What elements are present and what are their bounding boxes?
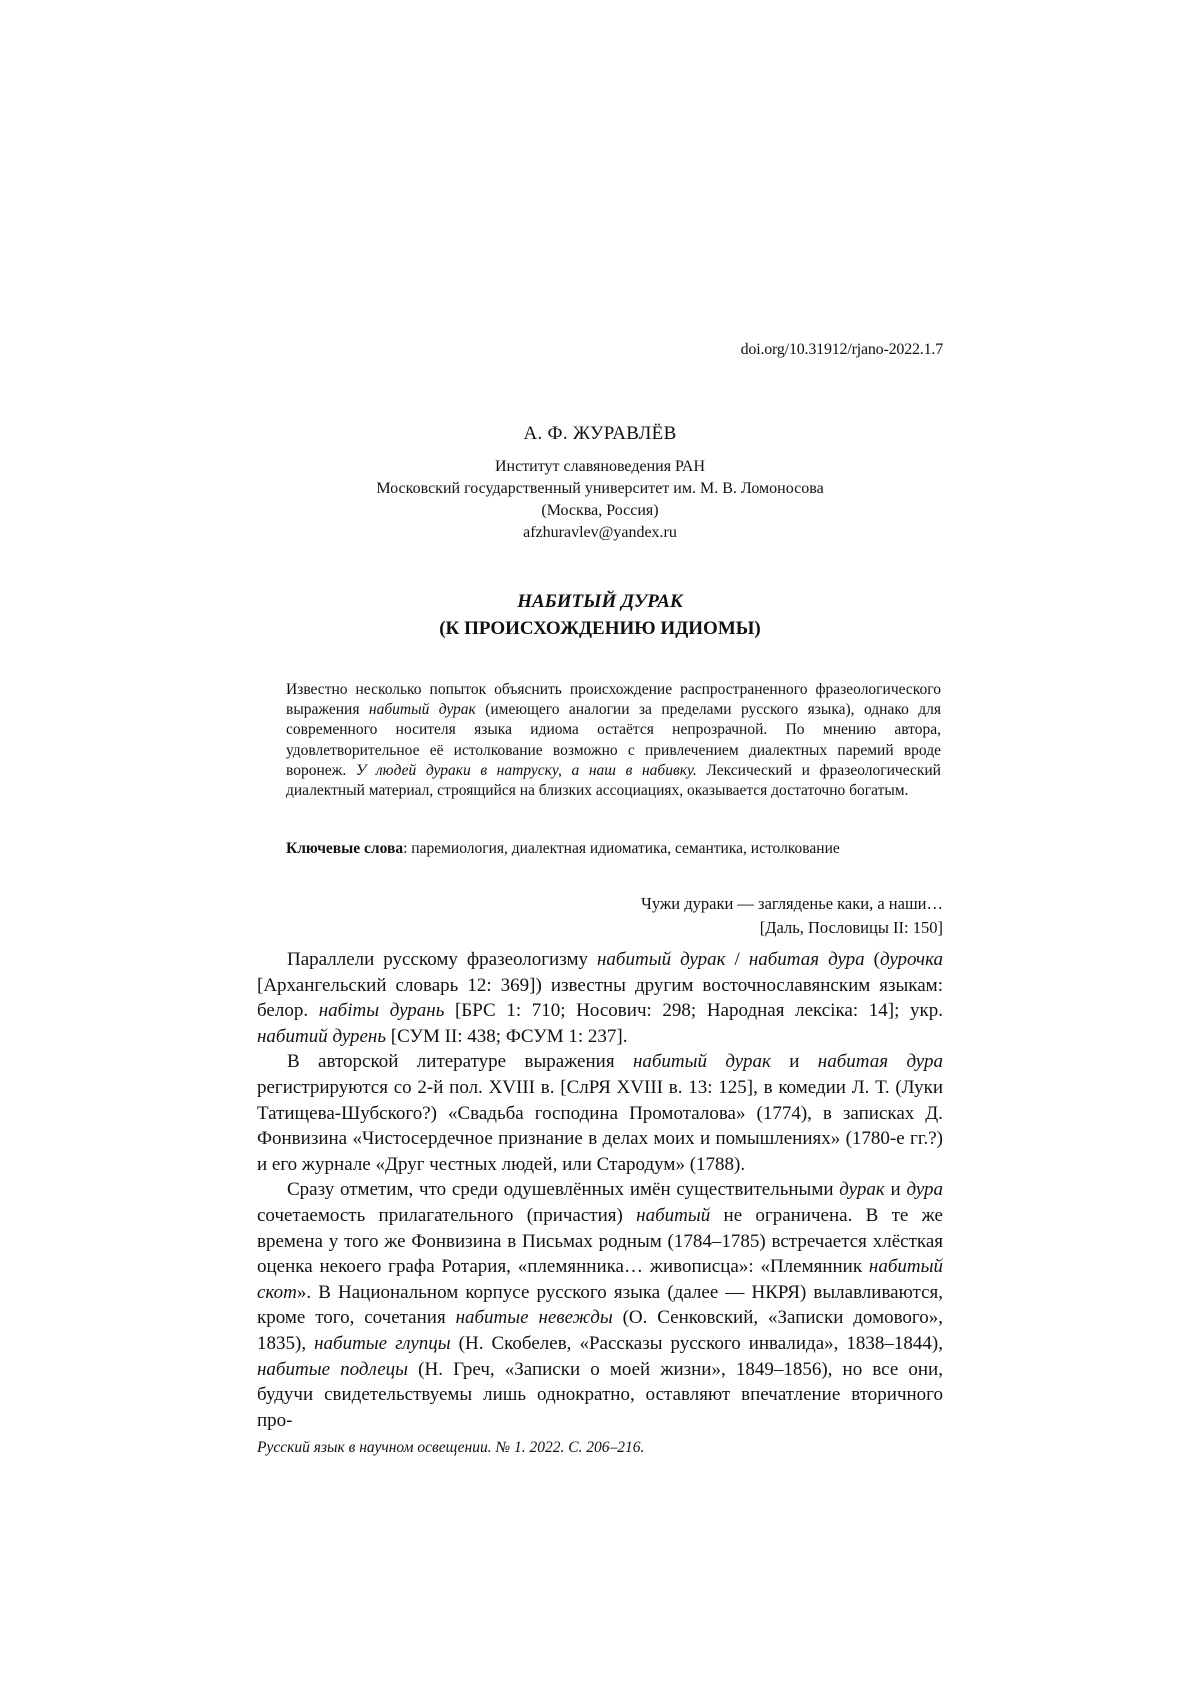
article-title — [0, 588, 1200, 642]
italic-text: набитые подлецы — [257, 1358, 409, 1380]
affiliation-university: Московский государственный университет им. М. В. Ломоносова — [376, 480, 824, 497]
paragraph-1 — [257, 947, 943, 1049]
epigraph-source: [Даль, Пословицы II: 150] — [759, 918, 943, 937]
abstract-text: (имеющего аналогии за пределами русского языка), однако для современного носителя языка идиома остаётся непрозрачной. По мнению автора, удовлетворительное её истолкование возможно с привлечением диалектных паремий вроде воронеж. — [286, 701, 941, 779]
paragraph-3 — [257, 1177, 943, 1433]
text: сочетаемость прилагательного (причастия) — [257, 1204, 637, 1226]
italic-text: набитые глупцы — [314, 1332, 451, 1354]
abstract-text: Лексический и фразеологический диалектный материал, строящийся на близких ассоциациях, оказывается достаточно богатым. — [286, 761, 941, 800]
affiliation-block — [0, 456, 1200, 544]
author-name: А. Ф. ЖУРАВЛЁВ — [523, 423, 677, 444]
text: не ограничена. В те же времена у того же Фонвизина в Письмах родным (1784–1785) встречается хлёсткая оценка некоего графа Ротария, «племянника… живописца»: «Племянник — [257, 1204, 943, 1278]
affiliation-location: (Москва, Россия) — [541, 502, 659, 519]
title-line-2: (К ПРОИСХОЖДЕНИЮ ИДИОМЫ) — [439, 618, 761, 639]
italic-text: набитий дурень — [257, 1025, 387, 1047]
text: (Н. Греч, «Записки о моей жизни», 1849–1856), но все они, будучи свидетельствуемы лишь однократно, оставляют впечатление вторичного про- — [257, 1358, 943, 1431]
abstract-italic: набитый дурак — [368, 701, 476, 719]
text: и — [884, 1179, 907, 1201]
main-text — [257, 947, 943, 1433]
epigraph — [641, 892, 943, 940]
paragraph-2 — [257, 1049, 943, 1177]
epigraph-quote: Чужи дураки — загляденье каки, а наши… — [641, 894, 943, 913]
text: [Архангельский словарь 12: 369]) известны другим восточнославянским языкам: белор. — [257, 974, 943, 1022]
keywords — [286, 840, 946, 858]
italic-text: дура — [906, 1179, 944, 1201]
text: [БРС 1: 710; Носович: 298; Народная лексіка: 14]; укр. — [444, 1000, 943, 1022]
text: В авторской литературе выражения — [287, 1051, 633, 1073]
author-email[interactable]: afzhuravlev@yandex.ru — [523, 524, 677, 541]
text: (Н. Скобелев, «Рассказы русского инвалида», 1838–1844), — [450, 1332, 943, 1354]
title-line-1: НАБИТЫЙ ДУРАК — [517, 591, 683, 612]
italic-text: набитый — [636, 1204, 711, 1226]
text: [СУМ II: 438; ФСУМ 1: 237]. — [386, 1025, 628, 1047]
abstract — [286, 680, 941, 801]
italic-text: набитый скот — [257, 1256, 943, 1303]
abstract-text: Известно несколько попыток объяснить происхождение распространенного фразеологического выражения — [286, 681, 941, 719]
italic-text: набитый дурак — [632, 1051, 771, 1073]
doi-link[interactable]: doi.org/10.31912/rjano-2022.1.7 — [740, 341, 943, 358]
affiliation-institute: Институт славяноведения РАН — [494, 458, 706, 475]
text: Сразу отметим, что среди одушевлённых имён существительными — [287, 1179, 840, 1201]
italic-text: набитая дура — [748, 949, 865, 970]
text: и — [770, 1051, 818, 1073]
italic-text: набитый дурак — [597, 949, 726, 970]
keywords-text: : паремиология, диалектная идиоматика, семантика, истолкование — [403, 840, 840, 857]
italic-text: набитые невежды — [455, 1307, 613, 1329]
italic-text: набитая дура — [817, 1051, 943, 1073]
italic-text: дурочка — [879, 949, 944, 970]
text: регистрируются со 2-й пол. XVIII в. [СлРЯ XVIII в. 13: 125], в комедии Л. Т. (Луки Татищева-Шубского?) «Свадьба господина Промоталова» (1774), в записках Д. Фонвизина «Чистосердечное признание в делах моих и помышлениях» (1780-е гг.?) и его журнале «Друг честных людей, или Стародум» (1788). — [257, 1076, 943, 1175]
keywords-label: Ключевые слова — [286, 840, 404, 857]
abstract-italic: У людей дураки в натруску, а наш в набивку. — [355, 761, 697, 779]
text: ( — [864, 949, 880, 970]
italic-text: набіты дурань — [318, 1000, 445, 1022]
text: (О. Сенковский, «Записки домового», 1835), — [257, 1307, 943, 1354]
text: / — [725, 949, 749, 970]
italic-text: дурак — [839, 1179, 885, 1201]
text: ». В Национальном корпусе русского языка (далее — НКРЯ) вылавливаются, кроме того, сочетания — [257, 1281, 943, 1329]
text: Параллели русскому фразеологизму — [287, 949, 597, 970]
journal-footer: Русский язык в научном освещении. № 1. 2022. С. 206–216. — [257, 1439, 645, 1456]
